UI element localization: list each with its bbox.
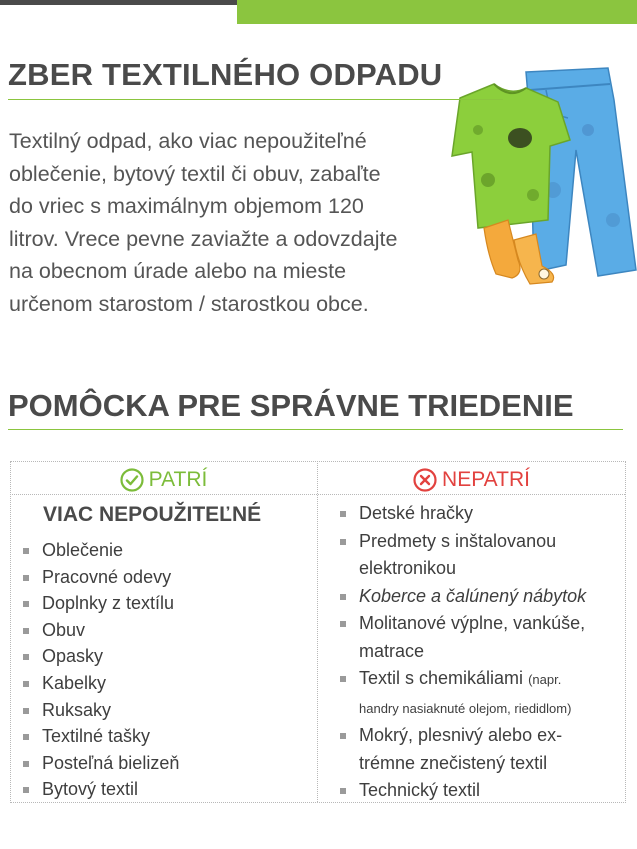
list-item: Koberce a čalúnený nábytok <box>359 583 627 611</box>
belongs-subheading: VIAC NEPOUŽITEĽNÉ <box>43 503 262 526</box>
list-item: Mokrý, plesnivý alebo ex- trémne znečistený textil <box>359 722 627 777</box>
section-title-textile-collection: ZBER TEXTILNÉHO ODPADU <box>8 57 443 92</box>
list-item: Ruksaky <box>42 697 312 724</box>
intro-line: oblečenie, bytový textil či obuv, zabaľte <box>9 161 381 186</box>
list-item: Textilné tašky <box>42 723 312 750</box>
belongs-list <box>42 537 312 803</box>
list-item: Bytový textil <box>42 776 312 803</box>
list-item: Kabelky <box>42 670 312 697</box>
list-item: Oblečenie <box>42 537 312 564</box>
title-divider <box>8 99 503 100</box>
list-item: Opasky <box>42 643 312 670</box>
list-item: Textil s chemikáliami (napr. handry nasiaknuté olejom, riedidlom) <box>359 665 627 722</box>
top-bar-green <box>237 0 637 24</box>
list-item: Obuv <box>42 617 312 644</box>
title-divider <box>8 429 623 430</box>
intro-line: určenom starostom / starostkou obce. <box>9 291 369 316</box>
list-item: Posteľná bielizeň <box>42 750 312 777</box>
intro-line: na obecnom úrade alebo na mieste <box>9 259 347 283</box>
check-circle-icon <box>120 468 144 492</box>
list-item: Predmety s inštalovanou elektronikou <box>359 528 627 583</box>
intro-line: litrov. Vrece pevne zaviažte a odovzdajte <box>9 226 398 251</box>
list-item: Detské hračky <box>359 500 627 528</box>
intro-line: Textilný odpad, ako viac nepoužiteľné <box>9 129 367 153</box>
list-item: Pracovné odevy <box>42 564 312 591</box>
list-item: Technický textil <box>359 777 627 805</box>
not-belongs-column-header <box>318 466 625 494</box>
column-divider <box>317 461 318 802</box>
section-title-sorting-guide: POMÔCKA PRE SPRÁVNE TRIEDENIE <box>8 388 574 423</box>
header-divider <box>10 494 625 495</box>
not-belongs-list <box>359 500 627 805</box>
not-belongs-header-label: NEPATRÍ <box>442 468 530 491</box>
belongs-column-header <box>10 466 317 494</box>
list-item: Molitanové výplne, vankúše, matrace <box>359 610 627 665</box>
intro-line: do vriec s maximálnym objemom 120 <box>9 194 364 218</box>
list-item: Doplnky z textílu <box>42 590 312 617</box>
belongs-header-label: PATRÍ <box>148 468 208 491</box>
x-circle-icon <box>413 468 437 492</box>
intro-paragraph <box>9 125 479 320</box>
